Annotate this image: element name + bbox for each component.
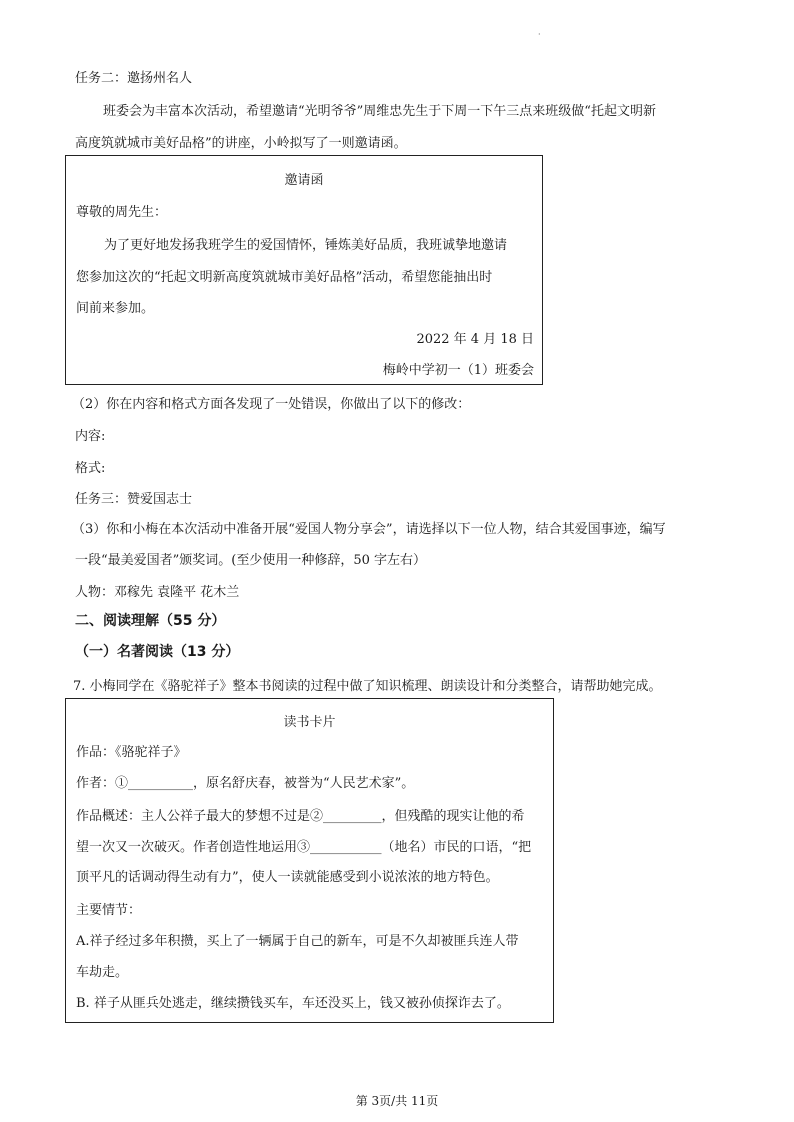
section2-title: 二、阅读理解（55 分） [75, 613, 226, 629]
invitation-body-line2: 您参加这次的“托起文明新高度筑就城市美好品格”活动，希望您能抽出时 [76, 270, 493, 285]
invitation-body-line1: 为了更好地发扬我班学生的爱国情怀，锤炼美好品质，我班诚挚地邀请 [104, 238, 508, 253]
invitation-box [65, 155, 543, 385]
q3-line2: 一段“最美爱国者”颁奖词。(至少使用一种修辞，50 字左右） [75, 553, 427, 568]
q2-content-label: 内容: [75, 429, 106, 444]
task3-title: 任务三：赞爱国志士 [75, 492, 193, 507]
reading-card-summary-line1: 作品概述：主人公祥子最大的梦想不过是②_________，但残酷的现实让他的希 [76, 809, 525, 824]
reading-card-box [65, 698, 554, 1023]
reading-card-plot-b: B. 祥子从匪兵处逃走，继续攒钱买车，车还没买上，钱又被孙侦探诈去了。 [76, 996, 510, 1011]
task2-para-line2: 高度筑就城市美好品格”的讲座，小岭拟写了一则邀请函。 [75, 136, 407, 151]
invitation-body-line3: 间前来参加。 [76, 301, 155, 316]
q2-format-label: 格式: [75, 461, 106, 476]
q2-prompt: （2）你在内容和格式方面各发现了一处错误，你做出了以下的修改： [72, 397, 471, 412]
section2-subtitle: （一）名著阅读（13 分） [75, 644, 240, 660]
invitation-date: 2022 年 4 月 18 日 [416, 332, 534, 347]
reading-card-work: 作品：《骆驼祥子》 [76, 745, 187, 760]
invitation-salutation: 尊敬的周先生： [76, 205, 168, 220]
reading-card-plot-a-line1: A.祥子经过多年积攒，买上了一辆属于自己的新车，可是不久却被匪兵连人带 [76, 934, 519, 949]
q7-prompt: 7. 小梅同学在《骆驼祥子》整本书阅读的过程中做了知识梳理、朗读设计和分类整合，请帮助她完成。 [73, 679, 662, 694]
reading-card-summary-line3: 顶平凡的话调动得生动有力”，使人一读就能感受到小说浓浓的地方特色。 [76, 870, 499, 885]
reading-card-summary-line2: 望一次又一次破灭。作者创造性地运用③___________（地名）市民的口语，“把 [76, 840, 532, 855]
reading-card-title: 读书卡片 [283, 715, 336, 730]
q3-line1: （3）你和小梅在本次活动中准备开展“爱国人物分享会”，请选择以下一位人物，结合其爱国事迹，编写 [72, 522, 666, 537]
q3-persons: 人物：邓稼先 袁隆平 花木兰 [75, 585, 240, 600]
reading-card-plot-a-line2: 车劫走。 [76, 965, 129, 980]
invitation-title: 邀请函 [284, 173, 324, 188]
reading-card-plot-label: 主要情节： [76, 903, 142, 918]
header-mark: · [538, 30, 541, 39]
invitation-signature: 梅岭中学初一（1）班委会 [382, 363, 534, 378]
task2-title: 任务二：邀扬州名人 [75, 71, 193, 86]
reading-card-author: 作者：①__________，原名舒庆春，被誉为“人民艺术家”。 [76, 776, 415, 791]
page-footer: 第 3页/共 11页 [355, 1094, 439, 1108]
task2-para-line1: 班委会为丰富本次活动，希望邀请“光明爷爷”周维忠先生于下周一下午三点来班级做“托起文明新 [103, 104, 656, 119]
